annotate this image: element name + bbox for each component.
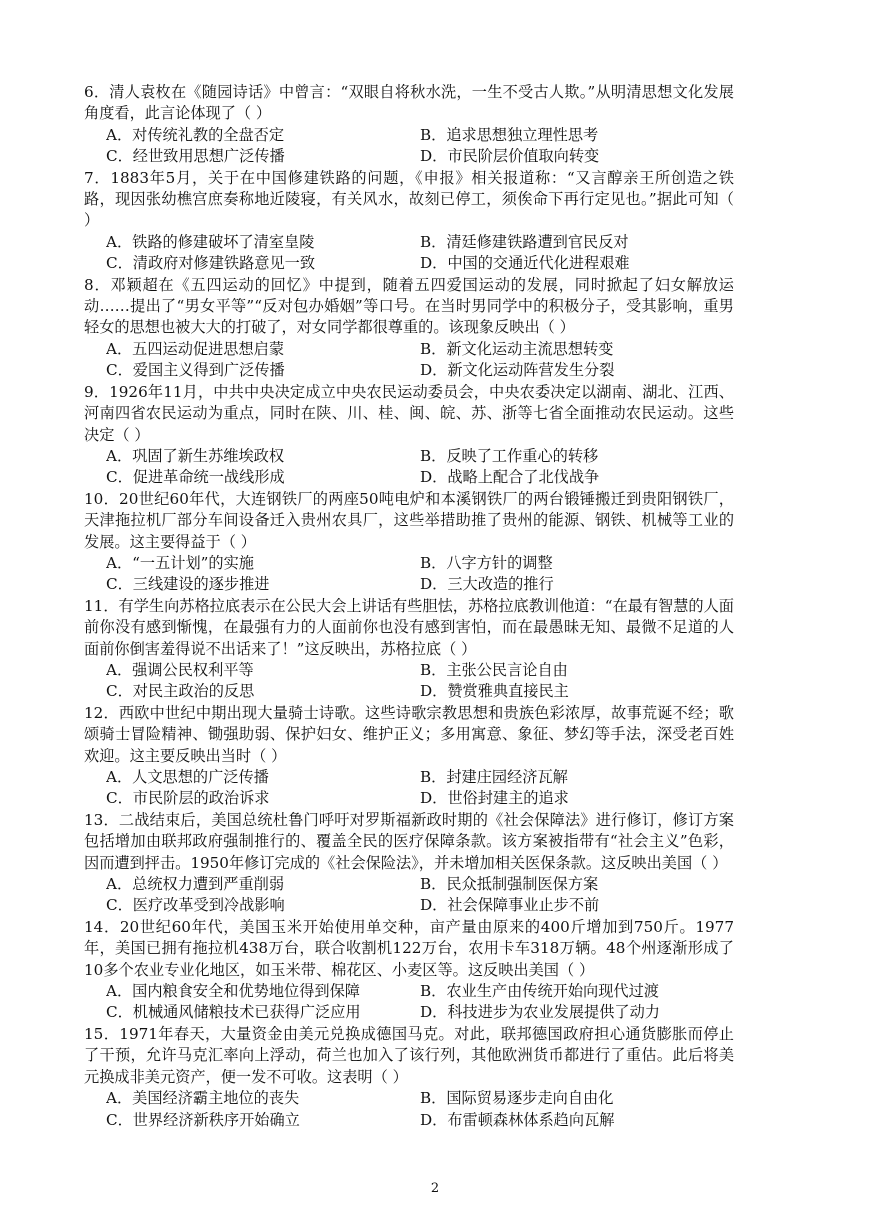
option-c: C．医疗改革受到冷战影响 (106, 896, 285, 915)
option-a: A．对传统礼教的全盘否定 (106, 125, 285, 144)
option-d: D．布雷顿森林体系趋向瓦解 (420, 1110, 615, 1129)
option-a: A．国内粮食安全和优势地位得到保障 (106, 982, 360, 1001)
options (84, 660, 734, 703)
options (84, 232, 734, 275)
option-c: C．经世致用思想广泛传播 (106, 147, 285, 166)
option-d: D．社会保障事业止步不前 (420, 896, 600, 915)
options (84, 767, 734, 810)
options (84, 125, 734, 168)
option-c: C．促进革命统一战线形成 (106, 468, 285, 487)
page-number: 2 (430, 1181, 440, 1196)
option-d: D．中国的交通近代化进程艰难 (420, 254, 630, 273)
question-13 (84, 810, 734, 917)
option-c: C．机械通风储粮技术已获得广泛应用 (106, 1003, 361, 1022)
question-list (84, 82, 734, 1131)
question-8 (84, 275, 734, 382)
option-a: A．巩固了新生苏维埃政权 (106, 446, 285, 465)
option-c: C．对民主政治的反思 (106, 682, 255, 701)
option-b: B．国际贸易逐步走向自由化 (420, 1089, 614, 1108)
question-11 (84, 596, 734, 703)
question-stem: 6．清人袁枚在《随园诗话》中曾言：“双眼自将秋水洗，一生不受古人欺。”从明清思想文化发展角度看，此言论体现了（ ） (84, 83, 734, 123)
option-a: A．强调公民权利平等 (106, 660, 254, 679)
question-stem: 7．1883年5月，关于在中国修建铁路的问题，《申报》相关报道称：“又言醇亲王所创造之铁路，现因张幼樵宫庶奏称地近陵寝，有关风水，故刻已停工，须俟命下再行定见也。”据此可知（ ） (84, 168, 734, 230)
option-d: D．科技进步为农业发展提供了动力 (420, 1003, 660, 1022)
question-6 (84, 82, 734, 168)
option-b: B．民众抵制强制医保方案 (420, 875, 599, 894)
options (84, 981, 734, 1024)
option-b: B．农业生产由传统开始向现代过渡 (420, 982, 659, 1001)
option-c: C．三线建设的逐步推进 (106, 575, 270, 594)
question-7 (84, 168, 734, 275)
option-a: A．总统权力遭到严重削弱 (106, 875, 285, 894)
option-a: A．美国经济霸主地位的丧失 (106, 1089, 300, 1108)
option-d: D．新文化运动阵营发生分裂 (420, 361, 615, 380)
question-stem: 15．1971年春天，大量资金由美元兑换成德国马克。对此，联邦德国政府担心通货膨胀而停止了干预，允许马克汇率向上浮动，荷兰也加入了该行列，其他欧洲货币都进行了重估。此后将美元换成非美元资产，便一发不可收。这表明（ ） (84, 1024, 734, 1086)
option-d: D．世俗封建主的追求 (420, 789, 569, 808)
option-c: C．市民阶层的政治诉求 (106, 789, 270, 808)
question-stem: 8．邓颖超在《五四运动的回忆》中提到，随着五四爱国运动的发展，同时掀起了妇女解放运动……提出了“男女平等”“反对包办婚姻”等口号。在当时男同学中的积极分子，受其影响，重男轻女的思想也被大大的打破了，对女同学都很尊重的。该现象反映出（ ） (84, 275, 734, 337)
option-a: A．铁路的修建破坏了清室皇陵 (106, 232, 315, 251)
option-a: A．五四运动促进思想启蒙 (106, 339, 285, 358)
option-b: B．八字方针的调整 (420, 553, 553, 572)
options (84, 446, 734, 489)
option-b: B．追求思想独立理性思考 (420, 125, 599, 144)
option-a: A．人文思想的广泛传播 (106, 768, 269, 786)
option-d: D．三大改造的推行 (420, 575, 554, 594)
option-d: D．战略上配合了北伐战争 (420, 468, 600, 487)
question-stem: 11．有学生向苏格拉底表示在公民大会上讲话有些胆怯，苏格拉底教训他道：“在最有智慧的人面前你没有感到惭愧，在最强有力的人面前你也没有感到害怕，而在最愚昧无知、最微不足道的人面前你倒害羞得说不出话来了！”这反映出，苏格拉底（ ） (84, 596, 734, 658)
option-c: C．爱国主义得到广泛传播 (106, 361, 285, 380)
options (84, 874, 734, 917)
question-stem: 12．西欧中世纪中期出现大量骑士诗歌。这些诗歌宗教思想和贵族色彩浓厚，故事荒诞不经；歌颂骑士冒险精神、锄强助弱、保护妇女、维护正义；多用寓意、象征、梦幻等手法，深受老百姓欢迎。这主要反映出当时（ ） (84, 703, 734, 765)
question-stem: 10．20世纪60年代，大连钢铁厂的两座50吨电炉和本溪钢铁厂的两台锻锤搬迁到贵阳钢铁厂，天津拖拉机厂部分车间设备迁入贵州农具厂，这些举措助推了贵州的能源、钢铁、机械等工业的发展。这主要得益于（ ） (84, 489, 734, 551)
question-10 (84, 489, 734, 596)
option-d: D．市民阶层价值取向转变 (420, 147, 600, 166)
option-d: D．赞赏雅典直接民主 (420, 682, 569, 701)
options (84, 339, 734, 382)
question-12 (84, 703, 734, 810)
option-a: A．“一五计划”的实施 (106, 553, 254, 572)
option-b: B．清廷修建铁路遭到官民反对 (420, 232, 629, 251)
option-c: C．清政府对修建铁路意见一致 (106, 254, 316, 273)
option-c: C．世界经济新秩序开始确立 (106, 1110, 300, 1129)
question-stem: 14．20世纪60年代，美国玉米开始使用单交种，亩产量由原来的400斤增加到750斤。1977年，美国已拥有拖拉机438万台，联合收割机122万台，农用卡车318万辆。48个州逐渐形成了10多个农业专业化地区，如玉米带、棉花区、小麦区等。这反映出美国（ ） (84, 917, 734, 979)
options (84, 1088, 734, 1131)
option-b: B．反映了工作重心的转移 (420, 446, 599, 465)
question-stem: 9．1926年11月，中共中央决定成立中央农民运动委员会，中央农委决定以湖南、湖北、江西、河南四省农民运动为重点，同时在陕、川、桂、闽、皖、苏、浙等七省全面推动农民运动。这些决定（ ） (84, 382, 734, 444)
option-b: B．新文化运动主流思想转变 (420, 339, 614, 358)
question-9 (84, 382, 734, 489)
question-stem: 13．二战结束后，美国总统杜鲁门呼吁对罗斯福新政时期的《社会保障法》进行修订，修订方案包括增加由联邦政府强制推行的、覆盖全民的医疗保障条款。该方案被指带有“社会主义”色彩，因而遭到抨击。1950年修订完成的《社会保险法》，并未增加相关医保条款。这反映出美国（ ） (84, 810, 734, 872)
question-15 (84, 1024, 734, 1131)
option-b: B．封建庄园经济瓦解 (420, 768, 568, 786)
question-14 (84, 917, 734, 1024)
option-b: B．主张公民言论自由 (420, 660, 568, 679)
options (84, 553, 734, 596)
